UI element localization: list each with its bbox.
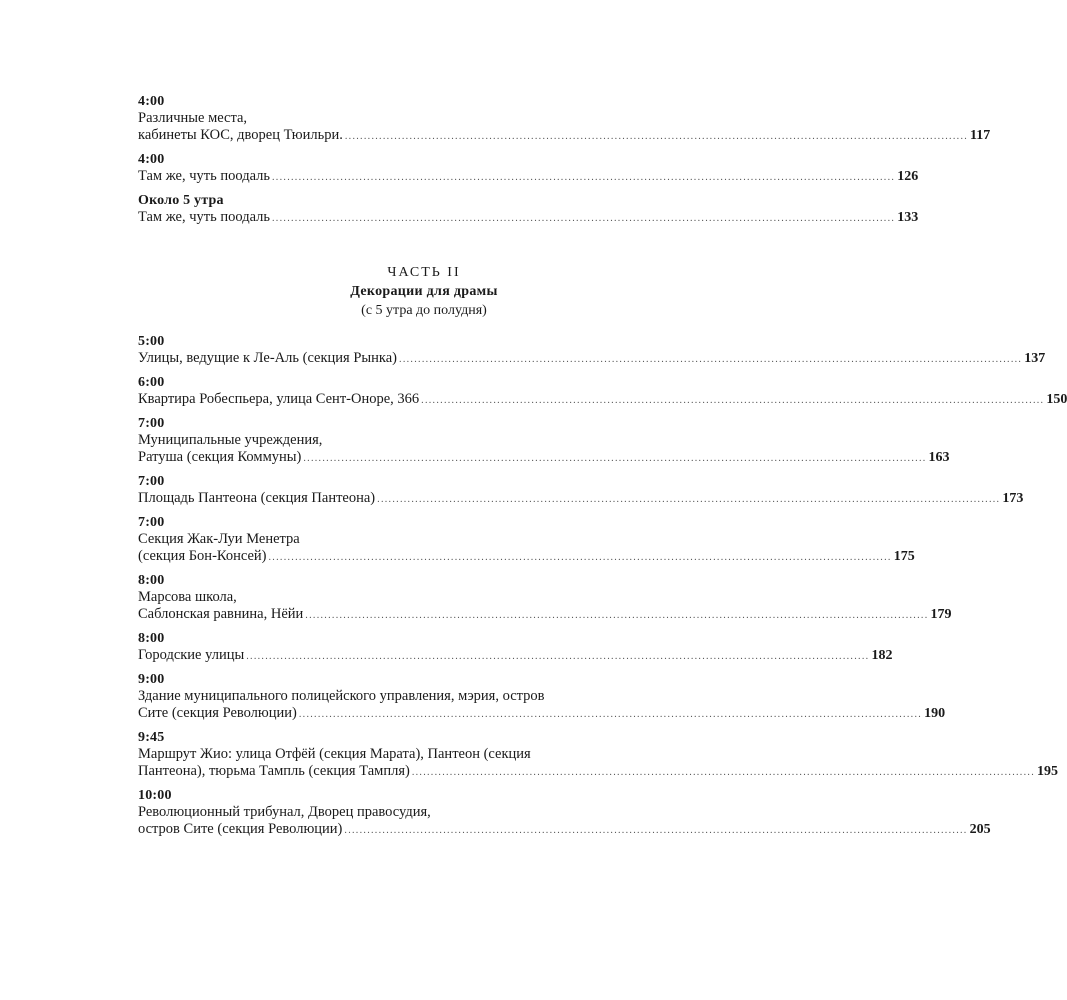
toc-entry[interactable] [138, 788, 991, 839]
page-number: 205 [969, 822, 991, 837]
dot-leader: .................................................................................................................................................................... [272, 213, 896, 224]
entry-title: Саблонская равнина, Нёйи [138, 606, 304, 622]
entry-title: Улицы, ведущие к Ле-Аль (секция Рынка) [138, 350, 398, 366]
dot-leader: .................................................................................................................................................................... [344, 825, 968, 836]
entry-line: Маршрут Жио: улица Отфёй (секция Марата), Пантеон (секция [138, 746, 531, 762]
entry-last-line [138, 490, 1024, 508]
entry-time: 8:00 [138, 573, 165, 588]
entry-line: Муниципальные учреждения, [138, 432, 323, 448]
dot-leader: .................................................................................................................................................................... [344, 131, 969, 142]
entry-title: остров Сите (секция Революции) [138, 821, 343, 837]
entry-time: 4:00 [138, 152, 165, 167]
entry-title: кабинеты КОС, дворец Тюильри. [138, 127, 343, 143]
dot-leader: .................................................................................................................................................................... [298, 709, 923, 720]
toc-entry[interactable] [138, 375, 1067, 409]
part2-entries [138, 334, 1067, 839]
entry-last-line [138, 647, 893, 665]
page-number: 117 [970, 128, 991, 143]
dot-leader: .................................................................................................................................................................... [303, 453, 927, 464]
entry-title: Там же, чуть поодаль [138, 168, 270, 184]
page-number: 150 [1046, 392, 1067, 407]
toc-entry[interactable] [138, 94, 991, 145]
page-number: 190 [924, 706, 946, 721]
page-number: 126 [897, 169, 919, 184]
toc-entry[interactable] [138, 152, 919, 186]
entry-last-line [138, 548, 915, 566]
entry-last-line [138, 127, 991, 145]
entry-time: 7:00 [138, 515, 165, 530]
entry-last-line [138, 209, 919, 227]
entry-time: 5:00 [138, 334, 165, 349]
entry-last-line [138, 821, 991, 839]
entry-title: Пантеона), тюрьма Тампль (секция Тампля) [138, 763, 410, 779]
entry-line: Различные места, [138, 110, 248, 126]
entry-title: Ратуша (секция Коммуны) [138, 449, 302, 465]
entry-title: Сите (секция Революции) [138, 705, 297, 721]
entry-time: 7:00 [138, 416, 165, 431]
toc-entry[interactable] [138, 672, 946, 723]
entry-title: Площадь Пантеона (секция Пантеона) [138, 490, 376, 506]
dot-leader: .................................................................................................................................................................... [268, 552, 892, 563]
entry-time: 10:00 [138, 788, 172, 803]
page-number: 163 [928, 450, 950, 465]
entry-time: 6:00 [138, 375, 165, 390]
entry-time: 7:00 [138, 474, 165, 489]
entry-last-line [138, 606, 952, 624]
entry-line: Секция Жак-Луи Менетра [138, 531, 300, 547]
dot-leader: .................................................................................................................................................................... [305, 610, 929, 621]
entry-line: Революционный трибунал, Дворец правосудия, [138, 804, 431, 820]
page-number: 179 [930, 607, 952, 622]
toc-entry[interactable] [138, 631, 893, 665]
entry-title: Городские улицы [138, 647, 245, 663]
entry-title: Там же, чуть поодаль [138, 209, 270, 225]
entry-last-line [138, 391, 1067, 409]
table-of-contents [138, 94, 1067, 846]
entry-time: 8:00 [138, 631, 165, 646]
page-number: 175 [893, 549, 915, 564]
page-number: 133 [897, 210, 919, 225]
part-title: ЧАСТЬ II [387, 265, 461, 280]
entry-last-line [138, 763, 1059, 781]
entry-time: Около 5 утра [138, 193, 224, 208]
entry-last-line [138, 705, 946, 723]
dot-leader: .................................................................................................................................................................... [246, 651, 870, 662]
toc-entry[interactable] [138, 730, 1059, 781]
dot-leader: .................................................................................................................................................................... [272, 172, 896, 183]
page-number: 182 [871, 648, 893, 663]
entry-last-line [138, 168, 919, 186]
part-header [138, 263, 710, 320]
entry-last-line [138, 350, 1046, 368]
page-number: 173 [1002, 491, 1024, 506]
dot-leader: .................................................................................................................................................................... [411, 767, 1036, 778]
toc-entry[interactable] [138, 474, 1024, 508]
part-time-range: (с 5 утра до полудня) [361, 303, 487, 318]
part-subtitle: Декорации для драмы [350, 284, 498, 299]
part1-entries [138, 94, 991, 227]
toc-entry[interactable] [138, 416, 950, 467]
entry-line: Здание муниципального полицейского управления, мэрия, остров [138, 688, 545, 704]
dot-leader: .................................................................................................................................................................... [399, 354, 1023, 365]
dot-leader: .................................................................................................................................................................... [421, 395, 1045, 406]
page-number: 195 [1037, 764, 1059, 779]
entry-time: 4:00 [138, 94, 165, 109]
entry-time: 9:00 [138, 672, 165, 687]
toc-entry[interactable] [138, 515, 915, 566]
toc-entry[interactable] [138, 573, 952, 624]
toc-entry[interactable] [138, 193, 919, 227]
dot-leader: .................................................................................................................................................................... [377, 494, 1001, 505]
entry-title: Квартира Робеспьера, улица Сент-Оноре, 366 [138, 391, 420, 407]
toc-entry[interactable] [138, 334, 1046, 368]
entry-time: 9:45 [138, 730, 165, 745]
entry-line: Марсова школа, [138, 589, 237, 605]
entry-last-line [138, 449, 950, 467]
entry-title: (секция Бон-Консей) [138, 548, 267, 564]
page-number: 137 [1024, 351, 1046, 366]
